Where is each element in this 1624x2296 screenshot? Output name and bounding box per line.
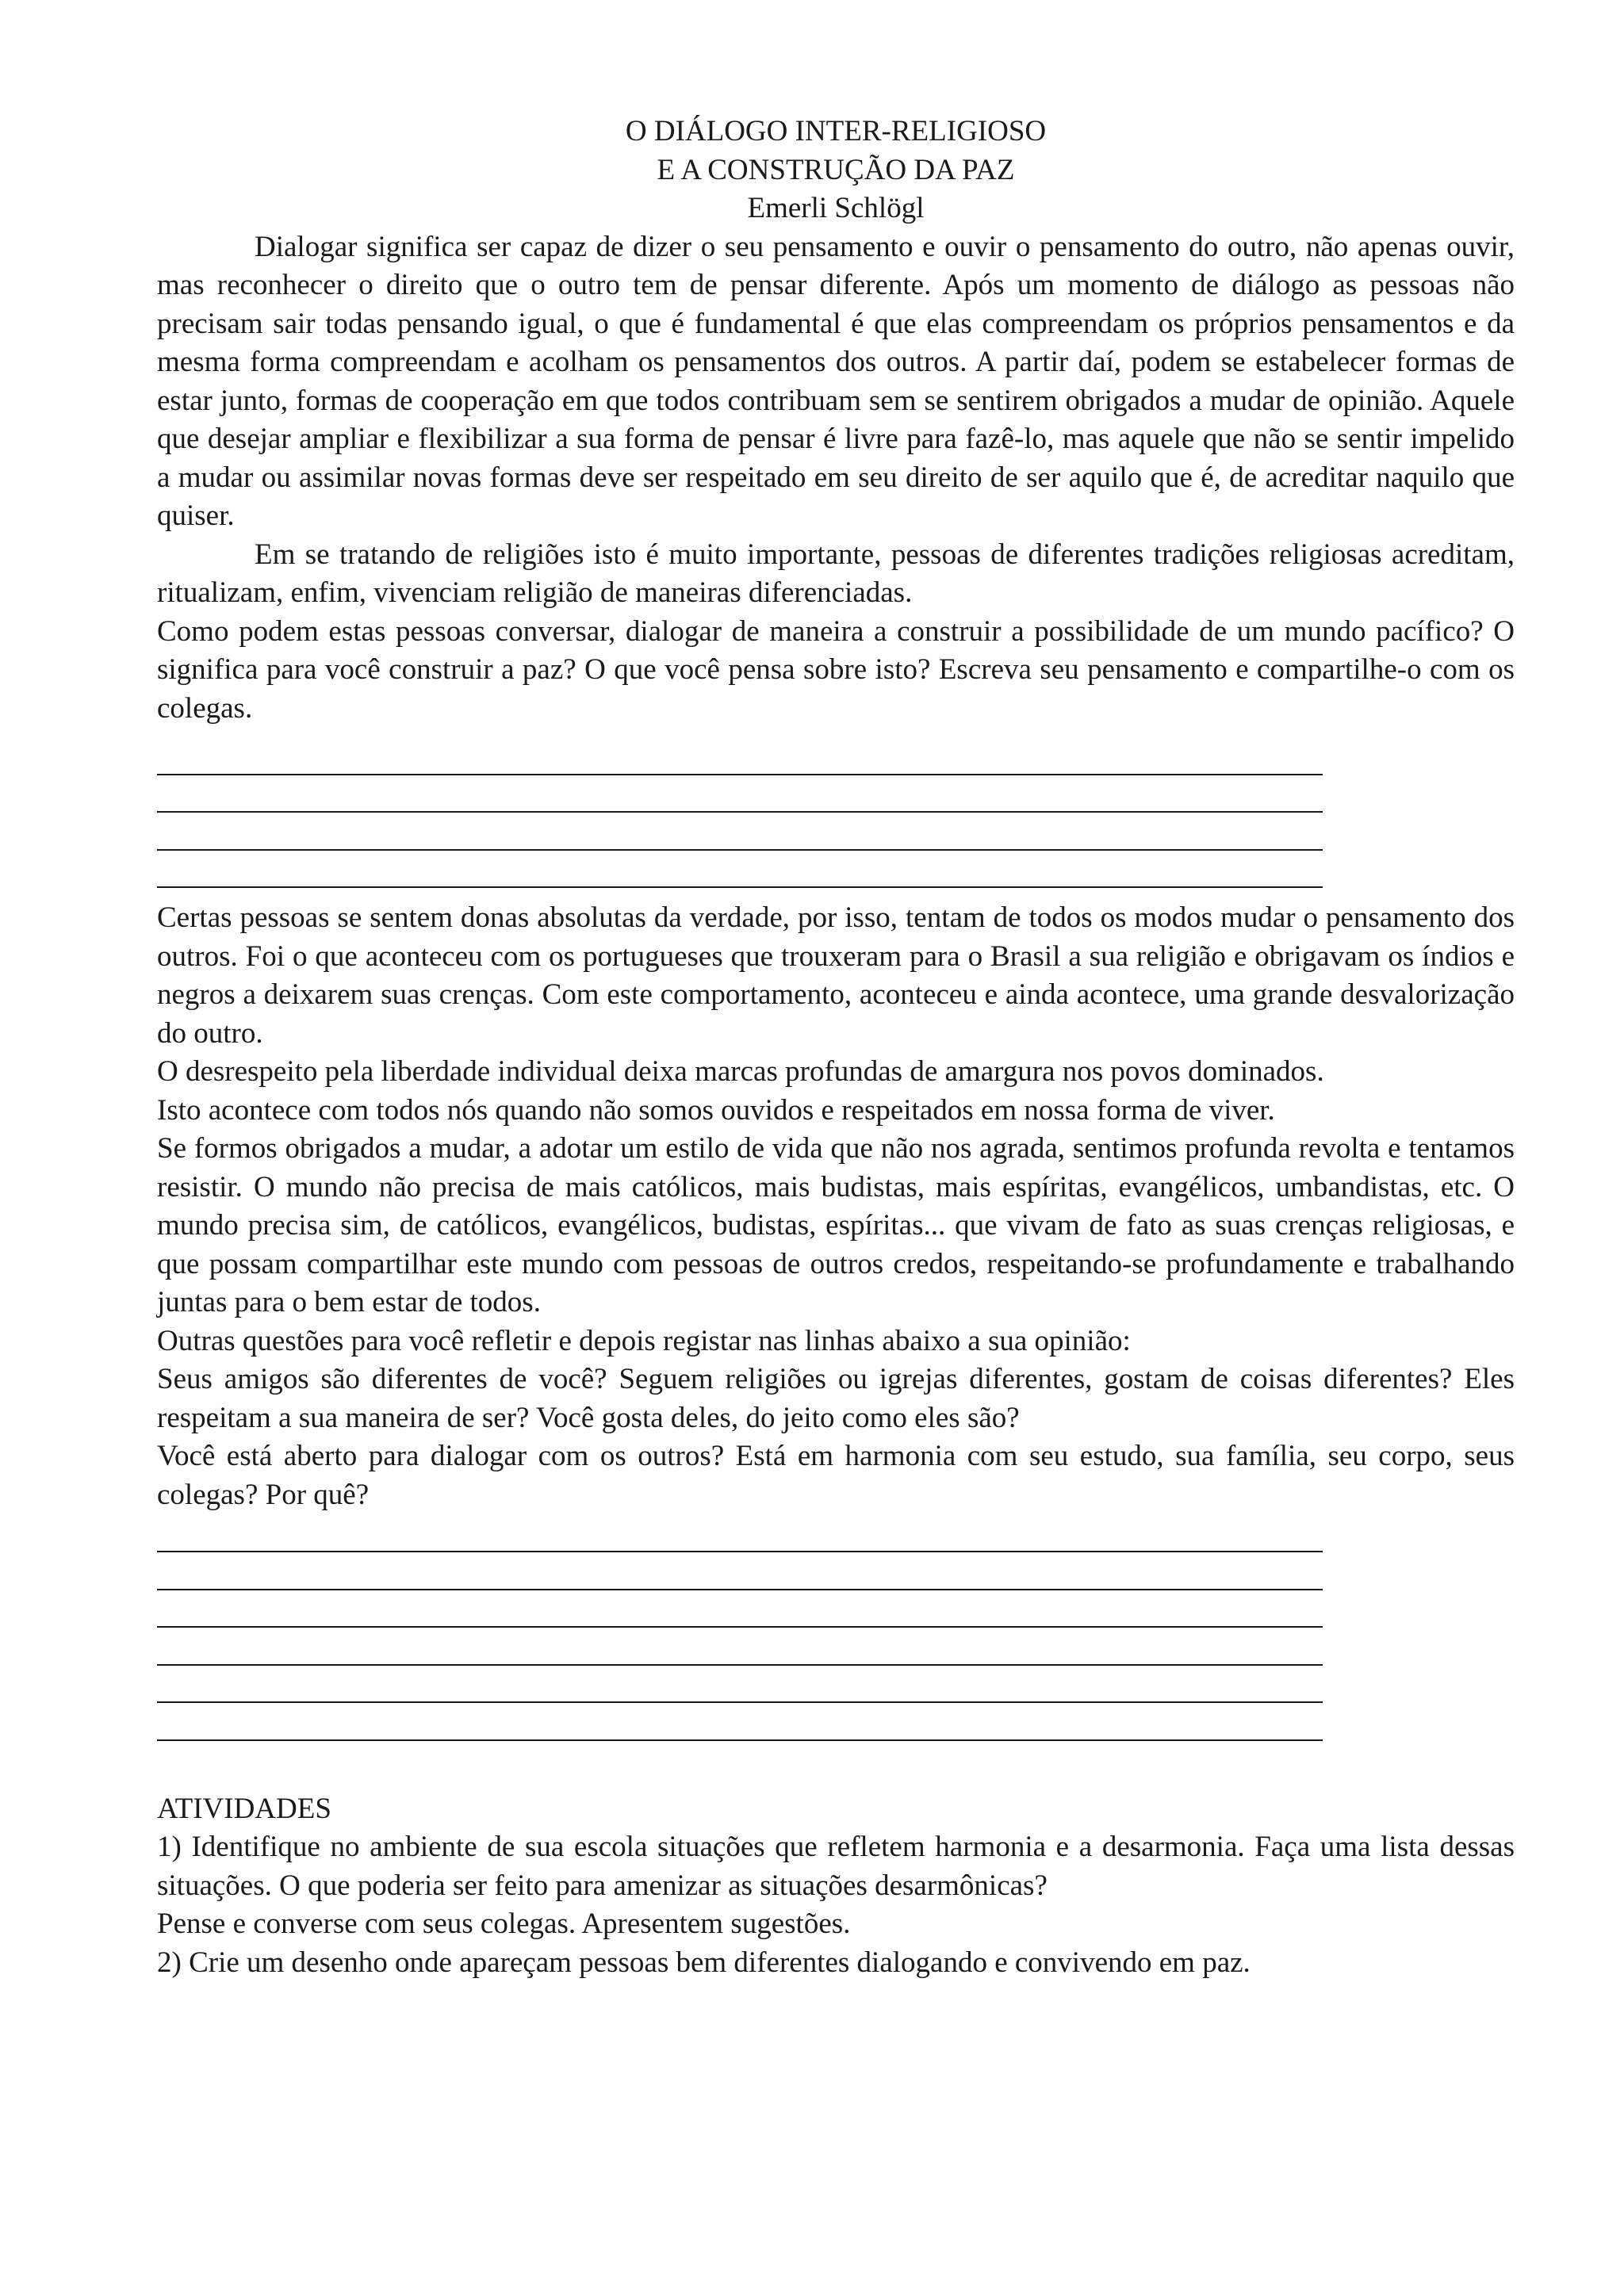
- paragraph-truth-owners: Certas pessoas se sentem donas absolutas da verdade, por isso, tentam de todos os modos mudar o pensamento dos outros. Foi o que aconteceu com os portugueses que trouxeram para o Brasil a sua religião e obrigavam os índios e negros a deixarem suas crenças. Com este comportamento, aconteceu e ainda acontece, uma grande desvalorização do outro.: [157, 901, 1515, 1050]
- activity-item-1: 1) Identifique no ambiente de sua escola situações que refletem harmonia e a desarmonia. Faça uma lista dessas situações. O que poderia ser feito para amenizar as situações desarmônicas?: [157, 1831, 1515, 1902]
- activity-item-1-follow: Pense e converse com seus colegas. Apresentem sugestões.: [157, 1908, 851, 1941]
- author-name: Emerli Schlögl: [747, 192, 925, 224]
- title-block: [157, 113, 1515, 228]
- section-spacer: [157, 1752, 1515, 1790]
- paragraph-not-heard: Isto acontece com todos nós quando não somos ouvidos e respeitados em nossa forma de viver.: [157, 1093, 1275, 1127]
- answer-line[interactable]: [157, 1552, 1323, 1590]
- answer-line[interactable]: [157, 1628, 1323, 1666]
- answer-line[interactable]: [157, 1666, 1323, 1704]
- paragraph-disrespect: O desrespeito pela liberdade individual deixa marcas profundas de amargura nos povos dominados.: [157, 1055, 1324, 1089]
- answer-line[interactable]: [157, 1514, 1323, 1552]
- answer-line[interactable]: [157, 775, 1323, 813]
- paragraph-intro: Dialogar significa ser capaz de dizer o seu pensamento e ouvir o pensamento do outro, não apenas ouvir, mas reconhecer o direito que o outro tem de pensar diferente. Após um momento de diálogo as pessoas não precisam sair todas pensando igual, o que é fundamental é que elas compreendam os próprios pensamentos e da mesma forma compreendam e acolham os pensamentos dos outros. A partir daí, podem se estabelecer formas de estar junto, formas de cooperação em que todos contribuam sem se sentirem obrigados a mudar de opinião. Aquele que desejar ampliar e flexibilizar a sua forma de pensar é livre para fazê-lo, mas aquele que não se sentir impelido a mudar ou assimilar novas formas deve ser respeitado em seu direito de ser aquilo que é, de acreditar naquilo que quiser.: [157, 230, 1515, 532]
- answer-line[interactable]: [157, 1590, 1323, 1628]
- answer-line[interactable]: [157, 1703, 1323, 1741]
- activities-heading: ATIVIDADES: [157, 1792, 331, 1825]
- activity-item-2: 2) Crie um desenho onde apareçam pessoas bem diferentes dialogando e convivendo em paz.: [157, 1946, 1251, 1979]
- answer-lines-2: [157, 1514, 1515, 1741]
- paragraph-religions: Em se tratando de religiões isto é muito importante, pessoas de diferentes tradições religiosas acreditam, ritualizam, enfim, vivenciam religião de maneiras diferenciadas.: [157, 538, 1515, 609]
- answer-lines-1: [157, 737, 1515, 888]
- paragraph-friends-question: Seus amigos são diferentes de você? Seguem religiões ou igrejas diferentes, gostam de coisas diferentes? Eles respeitam a sua maneira de ser? Você gosta deles, do jeito como eles são?: [157, 1363, 1515, 1434]
- paragraph-question-1: Como podem estas pessoas conversar, dialogar de maneira a construir a possibilidade de um mundo pacífico? O significa para você construir a paz? O que você pensa sobre isto? Escreva seu pensamento e compartilhe-o com os colegas.: [157, 614, 1515, 725]
- paragraph-reflect-intro: Outras questões para você refletir e depois registar nas linhas abaixo a sua opinião:: [157, 1324, 1131, 1357]
- answer-line[interactable]: [157, 813, 1323, 851]
- paragraph-forced-change: Se formos obrigados a mudar, a adotar um estilo de vida que não nos agrada, sentimos profunda revolta e tentamos resistir. O mundo não precisa de mais católicos, mais budistas, mais espíritas, evangélicos, umbandistas, etc. O mundo precisa sim, de católicos, evangélicos, budistas, espíritas... que vivam de fato as suas crenças religiosas, e que possam compartilhar este mundo com pessoas de outros credos, respeitando-se profundamente e trabalhando juntas para o bem estar de todos.: [157, 1132, 1515, 1319]
- answer-line[interactable]: [157, 737, 1323, 775]
- document-page: [157, 113, 1515, 1982]
- answer-line[interactable]: [157, 851, 1323, 889]
- title-line-2: E A CONSTRUÇÃO DA PAZ: [657, 153, 1015, 186]
- title-line-1: O DIÁLOGO INTER-RELIGIOSO: [625, 115, 1047, 147]
- paragraph-open-question: Você está aberto para dialogar com os outros? Está em harmonia com seu estudo, sua família, seu corpo, seus colegas? Por quê?: [157, 1440, 1515, 1511]
